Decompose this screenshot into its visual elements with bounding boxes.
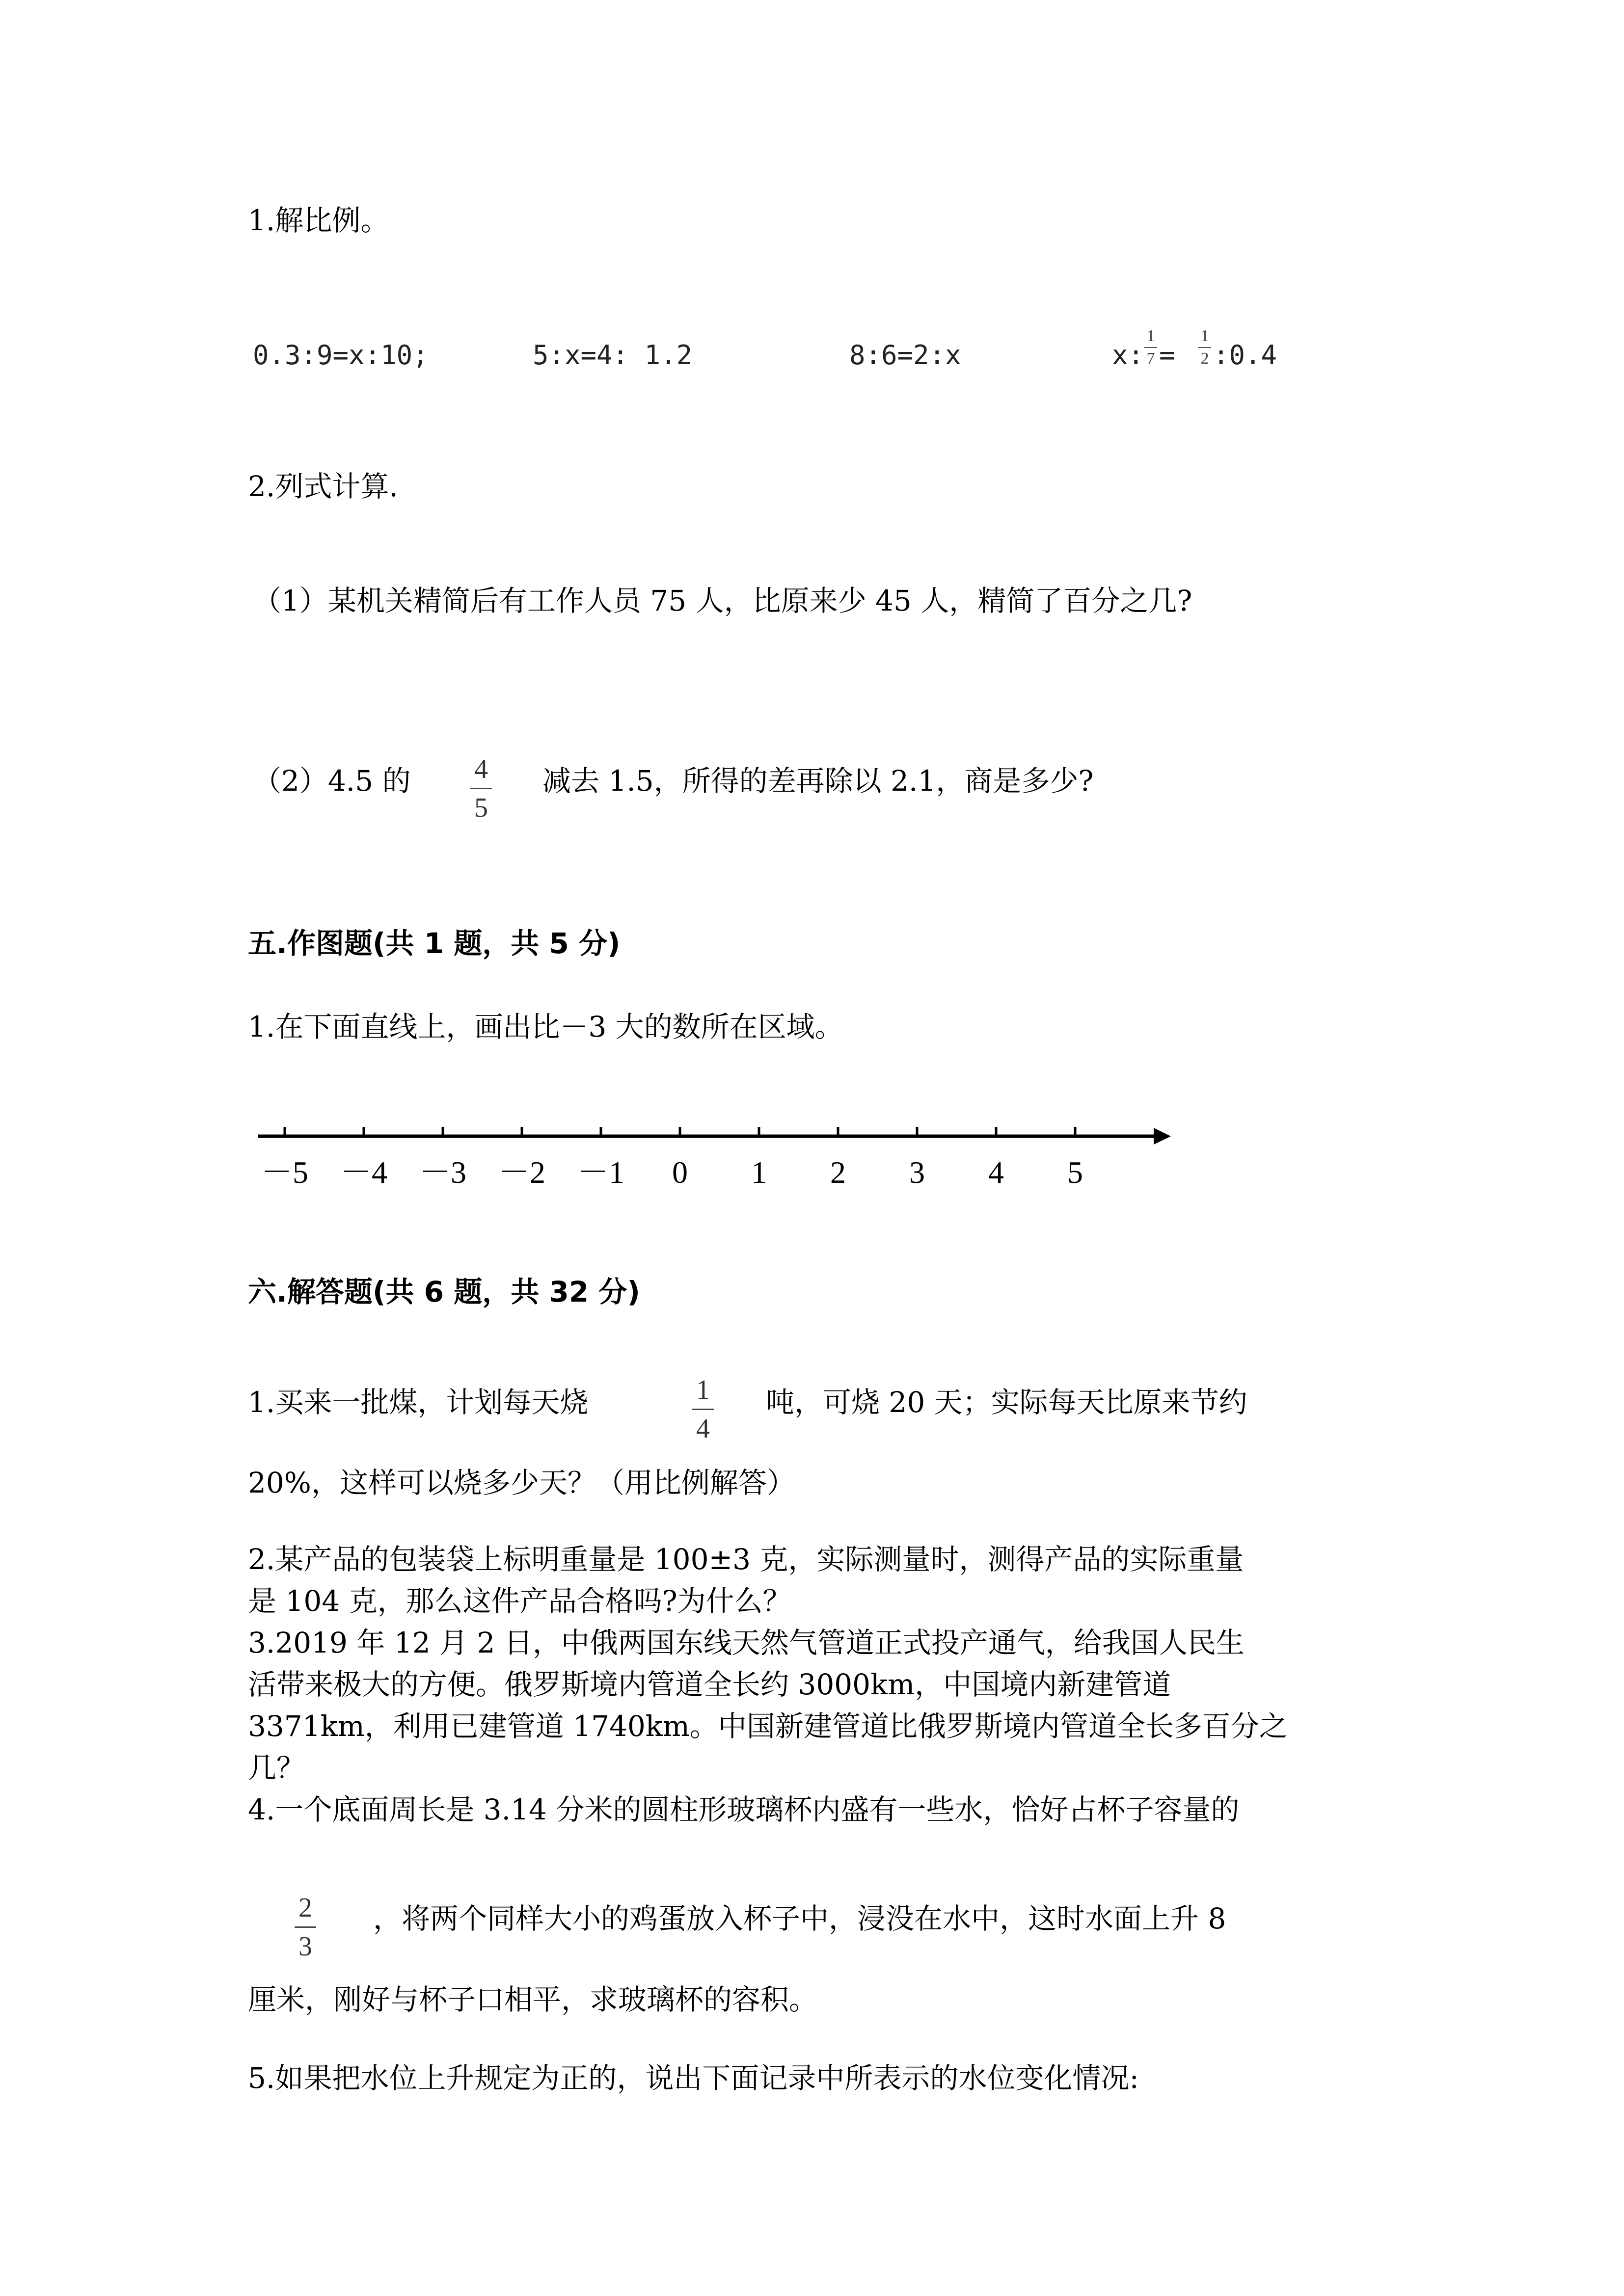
question-text: 3.2019 年 12 月 2 日，中俄两国东线天然气管道正式投产通气，给我国人民生 [248,1626,1245,1659]
denominator: 2 [1200,349,1209,368]
denominator: 3 [298,1931,312,1962]
equation-1: 0.3:9=x:10; [253,340,429,371]
question-text: 20%，这样可以烧多少天？（用比例解答） [248,1466,795,1499]
number-line-label: －3 [419,1155,466,1190]
denominator: 4 [696,1414,710,1444]
question-text: 5.如果把水位上升规定为正的，说出下面记录中所表示的水位变化情况: [248,2061,1139,2095]
fraction [692,1374,714,1444]
number-line [245,1109,1178,1198]
numerator: 1 [696,1375,710,1405]
question-text: 2.某产品的包装袋上标明重量是 100±3 克，实际测量时，测得产品的实际重量 [248,1543,1244,1576]
fraction-bar [1198,347,1211,348]
fraction-bar [295,1926,316,1928]
question-text: 减去 1.5，所得的差再除以 2.1，商是多少? [542,764,1094,798]
numerator: 4 [474,754,488,784]
fraction-bar [692,1409,714,1410]
fraction-bar [1144,347,1157,348]
number-line-label: 2 [830,1155,846,1190]
question-title: 1.解比例。 [248,204,389,237]
question-text: 几？ [248,1751,305,1785]
question-text: 4.一个底面周长是 3.14 分米的圆柱形玻璃杯内盛有一些水，恰好占杯子容量的 [248,1793,1240,1826]
equation-4 [1112,325,1299,384]
question-text: 3371km，利用已建管道 1740km。中国新建管道比俄罗斯境内管道全长多百分之 [248,1709,1288,1743]
question-text: 吨，可烧 20 天；实际每天比原来节约 [766,1386,1247,1419]
number-line-label: 5 [1067,1155,1083,1190]
equation-4-prefix: x: [1112,340,1144,371]
number-line-label: 4 [988,1155,1004,1190]
section-heading: 五.作图题(共 1 题，共 5 分) [248,927,621,960]
equation-4-suffix: :0.4 [1213,340,1277,371]
numerator: 1 [1200,327,1209,345]
question-text: 1.买来一批煤，计划每天烧 [248,1386,589,1419]
number-line-label: －2 [498,1155,545,1190]
number-line-label: －5 [261,1155,308,1190]
section-heading: 六.解答题(共 6 题，共 32 分) [248,1275,640,1308]
equals-sign: = [1159,340,1175,371]
fraction [1144,327,1157,368]
question-text: 是 104 克，那么这件产品合格吗?为什么？ [248,1584,791,1618]
numerator: 2 [298,1893,312,1923]
fraction [1198,327,1211,368]
number-line-label: －1 [577,1155,624,1190]
arrow-head-icon [1154,1128,1171,1145]
question-text: 1.在下面直线上，画出比－3 大的数所在区域。 [248,1010,843,1043]
number-line-label: －4 [340,1155,387,1190]
equation-3: 8:6=2:x [849,340,961,371]
number-line-label: 1 [751,1155,767,1190]
question-text: 活带来极大的方便。俄罗斯境内管道全长约 3000km，中国境内新建管道 [248,1668,1171,1701]
question-text: ，将两个同样大小的鸡蛋放入杯子中，浸没在水中，这时水面上升 8 [373,1902,1226,1935]
number-line-label: 3 [909,1155,925,1190]
numerator: 1 [1146,327,1155,345]
number-line-label: 0 [672,1155,688,1190]
question-text: （2）4.5 的 [253,764,411,798]
equation-2: 5:x=4: 1.2 [533,340,693,371]
fraction [295,1892,316,1962]
denominator: 7 [1146,349,1155,368]
question-text: 厘米，刚好与杯子口相平，求玻璃杯的容积。 [248,1983,818,2016]
question-title: 2.列式计算. [248,470,398,503]
denominator: 5 [474,793,488,823]
fraction-bar [470,788,492,789]
fraction [470,753,492,824]
question-text: （1）某机关精简后有工作人员 75 人，比原来少 45 人，精简了百分之几? [253,584,1192,617]
